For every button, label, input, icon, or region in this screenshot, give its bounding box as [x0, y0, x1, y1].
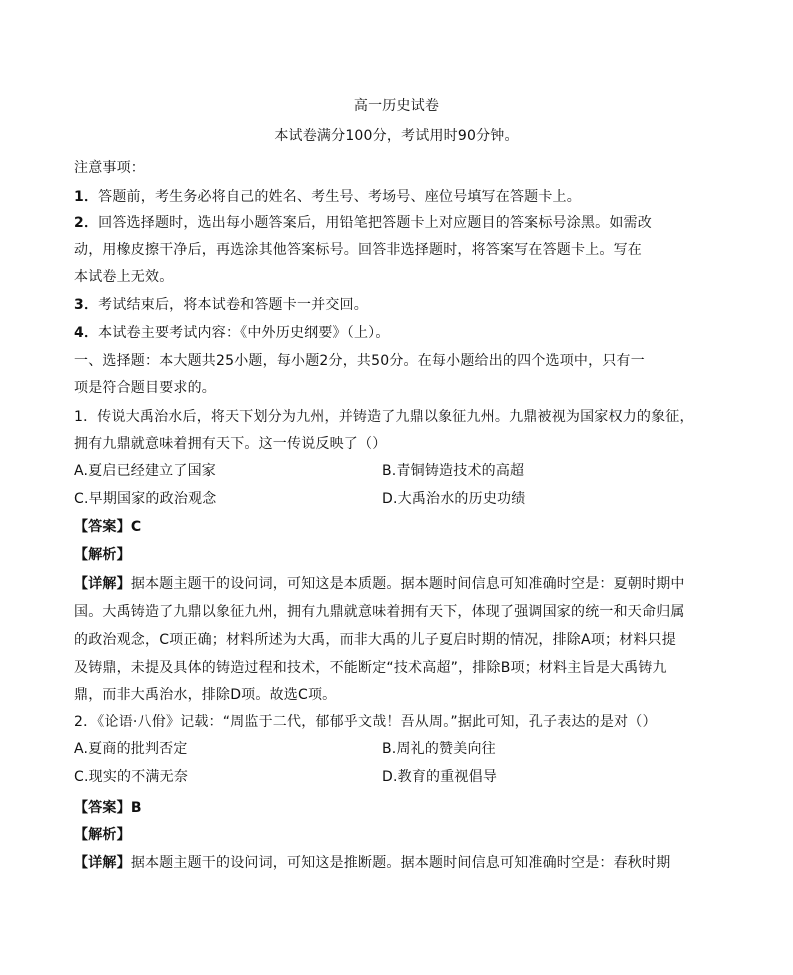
q1-detail-line: 的政治观念，C项正确；材料所述为大禹，而非大禹的儿子夏启时期的情况，排除A项；材料只提: [74, 632, 676, 648]
notice-text: 本试卷主要考试内容：《中外历史纲要》（上）。: [98, 325, 390, 341]
exam-subtitle: 本试卷满分100分，考试用时90分钟。: [274, 128, 519, 144]
section-heading: 一、选择题：本大题共25小题，每小题2分，共50分。在每小题给出的四个选项中，只有一: [74, 353, 645, 369]
q2-analysis-label: 【解析】: [74, 827, 131, 843]
notice-item-2-cont: 本试卷上无效。: [74, 269, 174, 285]
notice-item-2: [74, 213, 652, 233]
q2-detail-line: [74, 853, 670, 873]
q1-option-c: C.早期国家的政治观念: [74, 491, 217, 507]
q1-detail-line: 及铸鼎，未提及具体的铸造过程和技术，不能断定“技术高超”，排除B项；材料主旨是大禹铸九: [74, 660, 667, 676]
q1-detail-line: [74, 574, 685, 594]
q1-analysis-label: 【解析】: [74, 547, 131, 563]
notice-item-4: [74, 323, 390, 343]
detail-text: 据本题主题干的设问词，可知这是推断题。据本题时间信息可知准确时空是：春秋时期: [130, 855, 671, 871]
notice-num: 1．: [74, 189, 99, 205]
answer-value: B: [130, 800, 142, 816]
q1-detail-line: 国。大禹铸造了九鼎以象征九州，拥有九鼎就意味着拥有天下，体现了强调国家的统一和天命归属: [74, 604, 685, 620]
q1-answer: [74, 517, 141, 537]
notice-text: 考试结束后，将本试卷和答题卡一并交回。: [98, 297, 368, 313]
detail-label: 【详解】: [74, 855, 131, 871]
notice-num: 2．: [74, 215, 99, 231]
notice-item-1: [74, 187, 581, 207]
q2-answer: [74, 798, 142, 818]
q1-option-a: A.夏启已经建立了国家: [74, 463, 216, 479]
notice-text: 答题前，考生务必将自己的姓名、考生号、考场号、座位号填写在答题卡上。: [98, 189, 581, 205]
section-heading-cont: 项是符合题目要求的。: [74, 380, 216, 396]
detail-text: 据本题主题干的设问词，可知这是本质题。据本题时间信息可知准确时空是：夏朝时期中: [130, 576, 685, 592]
q2-option-a: A.夏商的批判否定: [74, 741, 188, 757]
notice-num: 3．: [74, 297, 99, 313]
q2-option-d: D.教育的重视倡导: [382, 769, 498, 785]
answer-value: C: [130, 519, 142, 535]
detail-label: 【详解】: [74, 576, 131, 592]
notice-item-3: [74, 295, 368, 315]
notice-text: 回答选择题时，选出每小题答案后，用铅笔把答题卡上对应题目的答案标号涂黑。如需改: [98, 215, 652, 231]
answer-label: 【答案】: [74, 800, 131, 816]
answer-label: 【答案】: [74, 519, 131, 535]
exam-title: 高一历史试卷: [353, 98, 440, 114]
q1-option-d: D.大禹治水的历史功绩: [382, 491, 526, 507]
q1-stem-cont: 拥有九鼎就意味着拥有天下。这一传说反映了（）: [74, 436, 387, 452]
notice-heading: 注意事项：: [74, 160, 145, 176]
q2-option-b: B.周礼的赞美向往: [382, 741, 496, 757]
q1-detail-line: 鼎，而非大禹治水，排除D项。故选C项。: [74, 687, 337, 703]
notice-item-2-cont: 动，用橡皮擦干净后，再选涂其他答案标号。回答非选择题时，将答案写在答题卡上。写在: [74, 242, 642, 258]
notice-num: 4．: [74, 325, 99, 341]
q1-stem: 1．传说大禹治水后，将天下划分为九州，并铸造了九鼎以象征九州。九鼎被视为国家权力的象征，: [74, 409, 694, 425]
q1-option-b: B.青铜铸造技术的高超: [382, 463, 525, 479]
q2-stem: 2．《论语·八佾》记载：“周监于二代，郁郁乎文哉！吾从周。”据此可知，孔子表达的是对（）: [74, 714, 657, 730]
q2-option-c: C.现实的不满无奈: [74, 769, 189, 785]
